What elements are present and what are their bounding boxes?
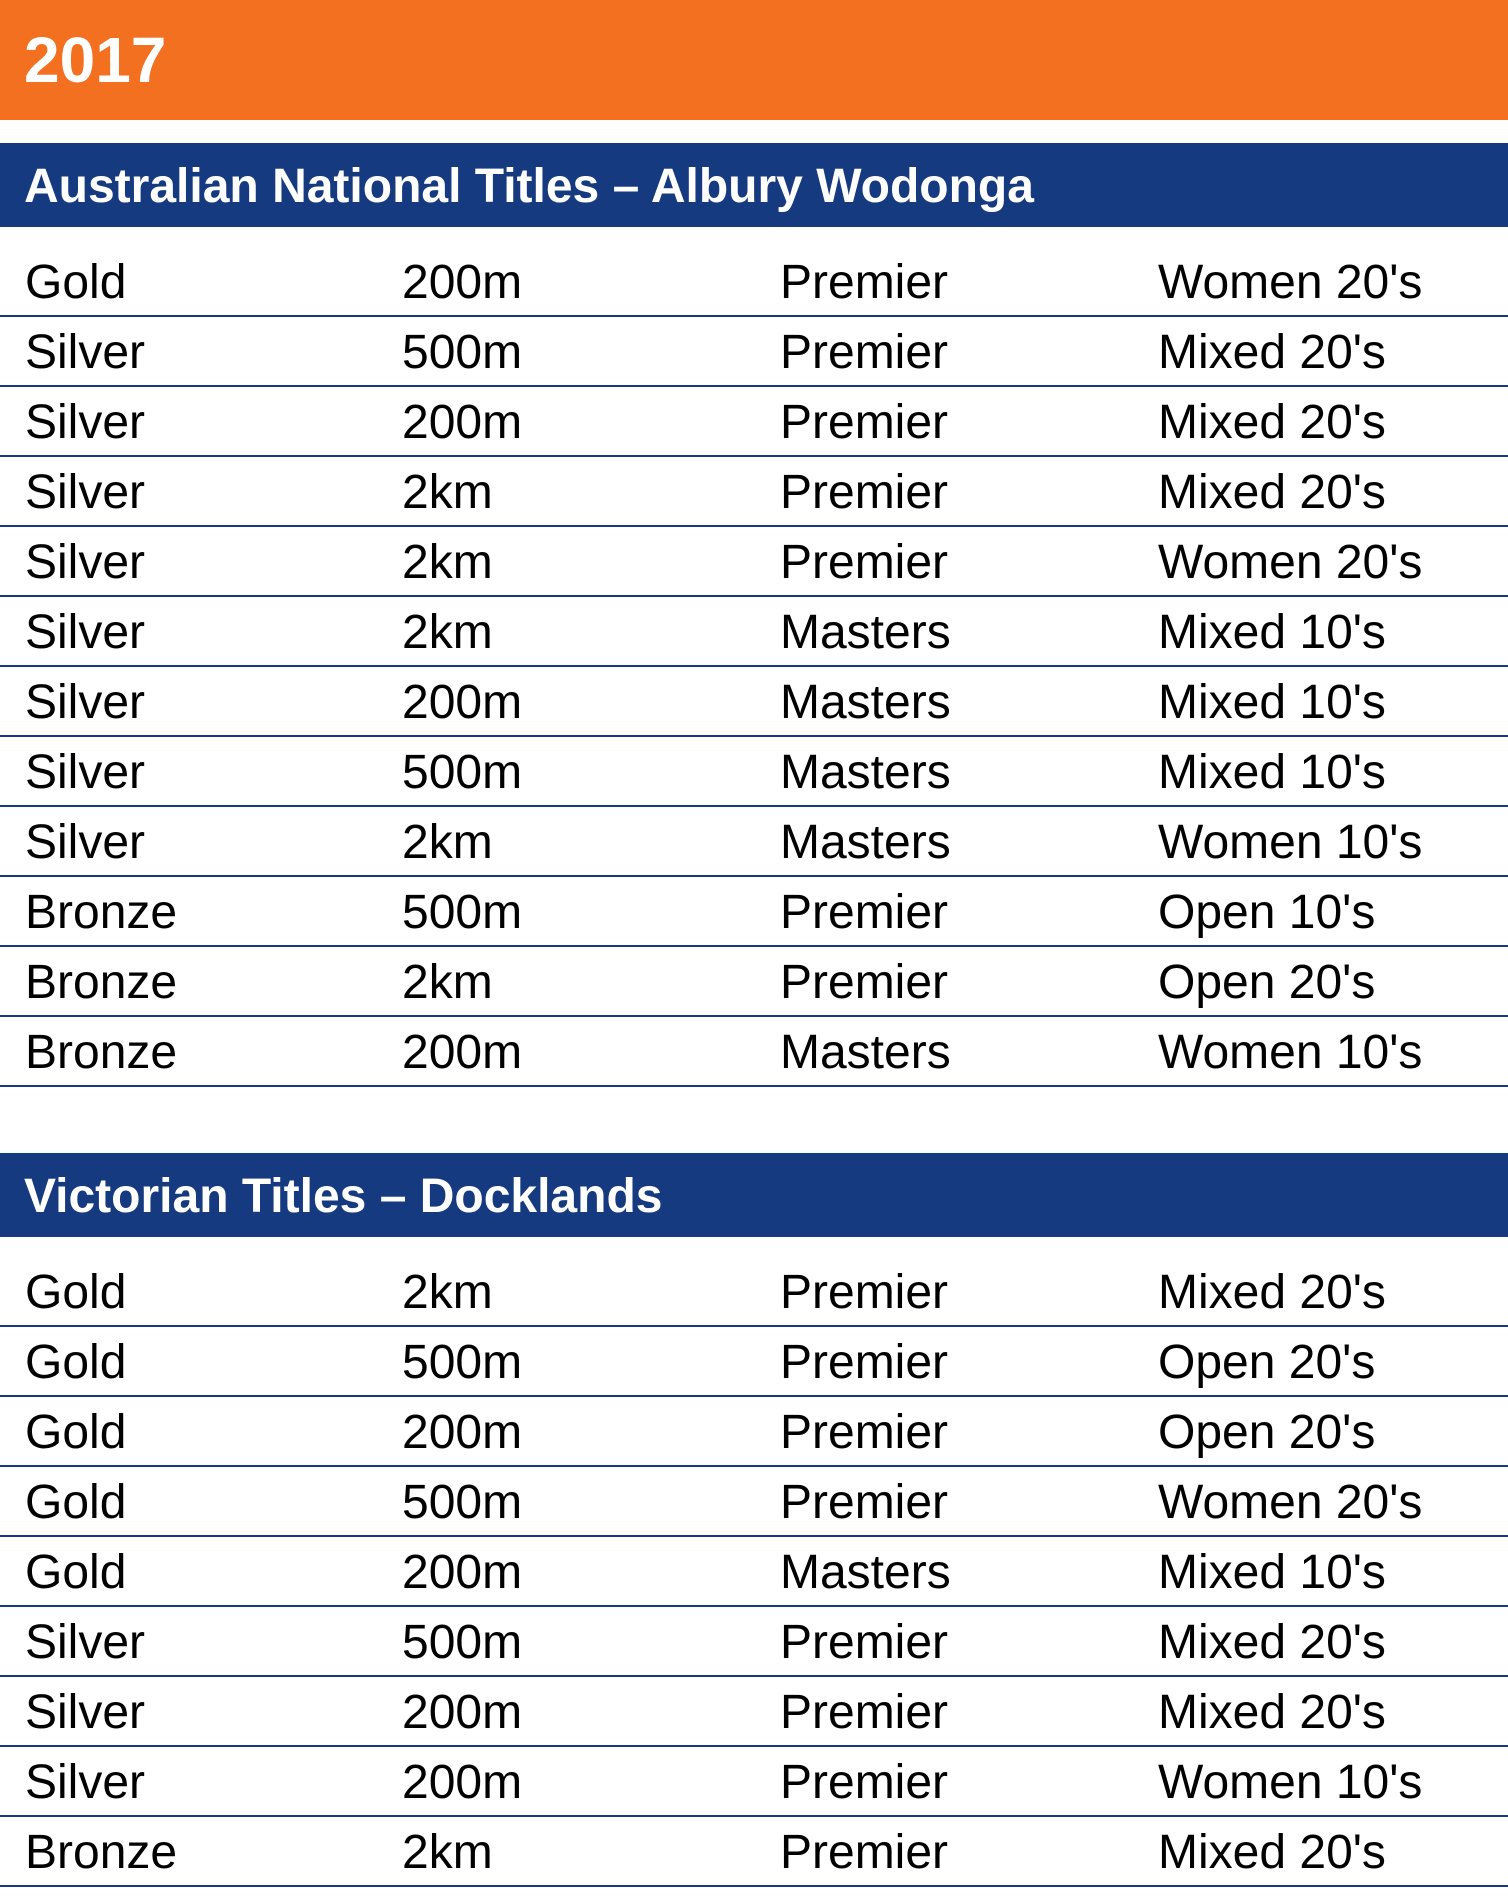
distance-cell: 200m <box>402 1756 523 1809</box>
table-row <box>0 1817 1508 1887</box>
division-cell: Premier <box>780 1686 949 1739</box>
medal-cell: Silver <box>25 746 146 799</box>
medal-cell: Gold <box>25 1546 127 1599</box>
results-table-australian-national-titles <box>0 247 1508 1087</box>
division-cell: Premier <box>780 1266 949 1319</box>
category-cell: Open 20's <box>1158 1336 1376 1389</box>
medal-cell: Silver <box>25 466 146 519</box>
table-row <box>0 877 1508 947</box>
division-cell: Premier <box>780 1826 949 1879</box>
results-table-victorian-titles <box>0 1257 1508 1887</box>
distance-cell: 200m <box>402 256 523 309</box>
category-cell: Open 20's <box>1158 1406 1376 1459</box>
division-cell: Premier <box>780 1336 949 1389</box>
category-cell: Mixed 20's <box>1158 1266 1386 1319</box>
distance-cell: 500m <box>402 886 523 939</box>
medal-cell: Silver <box>25 396 146 449</box>
division-cell: Premier <box>780 256 949 309</box>
medal-cell: Gold <box>25 1476 127 1529</box>
medal-cell: Gold <box>25 1336 127 1389</box>
medal-cell: Silver <box>25 326 146 379</box>
section-title: Victorian Titles – Docklands <box>24 1170 663 1223</box>
distance-cell: 200m <box>402 1546 523 1599</box>
medal-cell: Gold <box>25 256 127 309</box>
category-cell: Mixed 20's <box>1158 466 1386 519</box>
division-cell: Premier <box>780 396 949 449</box>
section-header-australian-national-titles <box>0 143 1508 227</box>
table-row <box>0 597 1508 667</box>
distance-cell: 200m <box>402 1686 523 1739</box>
table-row <box>0 457 1508 527</box>
distance-cell: 2km <box>402 536 493 589</box>
distance-cell: 500m <box>402 1476 523 1529</box>
medal-cell: Gold <box>25 1406 127 1459</box>
year-banner <box>0 0 1508 120</box>
division-cell: Masters <box>780 1546 951 1599</box>
table-row <box>0 1397 1508 1467</box>
table-row <box>0 947 1508 1017</box>
distance-cell: 2km <box>402 816 493 869</box>
division-cell: Masters <box>780 676 951 729</box>
division-cell: Premier <box>780 1476 949 1529</box>
table-row <box>0 317 1508 387</box>
medal-cell: Bronze <box>25 1826 178 1879</box>
distance-cell: 2km <box>402 956 493 1009</box>
medal-cell: Silver <box>25 676 146 729</box>
table-row <box>0 737 1508 807</box>
category-cell: Open 20's <box>1158 956 1376 1009</box>
division-cell: Premier <box>780 536 949 589</box>
medal-cell: Silver <box>25 536 146 589</box>
category-cell: Mixed 10's <box>1158 746 1386 799</box>
table-row <box>0 807 1508 877</box>
category-cell: Mixed 10's <box>1158 606 1386 659</box>
division-cell: Premier <box>780 466 949 519</box>
division-cell: Premier <box>780 1616 949 1669</box>
distance-cell: 500m <box>402 1336 523 1389</box>
distance-cell: 2km <box>402 1826 493 1879</box>
category-cell: Mixed 20's <box>1158 1616 1386 1669</box>
division-cell: Premier <box>780 886 949 939</box>
table-row <box>0 1017 1508 1087</box>
medal-cell: Silver <box>25 816 146 869</box>
division-cell: Masters <box>780 1026 951 1079</box>
distance-cell: 500m <box>402 1616 523 1669</box>
division-cell: Premier <box>780 1756 949 1809</box>
medal-cell: Bronze <box>25 956 178 1009</box>
category-cell: Mixed 20's <box>1158 1826 1386 1879</box>
year-title: 2017 <box>24 24 167 96</box>
category-cell: Mixed 10's <box>1158 676 1386 729</box>
category-cell: Open 10's <box>1158 886 1376 939</box>
medal-cell: Silver <box>25 1686 146 1739</box>
medal-cell: Bronze <box>25 886 178 939</box>
division-cell: Masters <box>780 746 951 799</box>
category-cell: Mixed 20's <box>1158 1686 1386 1739</box>
table-row <box>0 1327 1508 1397</box>
table-row <box>0 1537 1508 1607</box>
medal-cell: Bronze <box>25 1026 178 1079</box>
distance-cell: 500m <box>402 326 523 379</box>
table-row <box>0 667 1508 737</box>
division-cell: Masters <box>780 606 951 659</box>
category-cell: Women 20's <box>1158 536 1423 589</box>
distance-cell: 2km <box>402 466 493 519</box>
distance-cell: 200m <box>402 676 523 729</box>
division-cell: Premier <box>780 326 949 379</box>
division-cell: Premier <box>780 956 949 1009</box>
table-row <box>0 527 1508 597</box>
category-cell: Women 20's <box>1158 256 1423 309</box>
division-cell: Masters <box>780 816 951 869</box>
table-row <box>0 1257 1508 1327</box>
table-row <box>0 387 1508 457</box>
table-row <box>0 1747 1508 1817</box>
table-row <box>0 247 1508 317</box>
division-cell: Premier <box>780 1406 949 1459</box>
table-row <box>0 1607 1508 1677</box>
category-cell: Mixed 20's <box>1158 396 1386 449</box>
table-row <box>0 1677 1508 1747</box>
distance-cell: 200m <box>402 396 523 449</box>
distance-cell: 200m <box>402 1406 523 1459</box>
section-header-victorian-titles <box>0 1153 1508 1237</box>
medal-cell: Silver <box>25 606 146 659</box>
medal-cell: Silver <box>25 1616 146 1669</box>
distance-cell: 500m <box>402 746 523 799</box>
distance-cell: 2km <box>402 1266 493 1319</box>
distance-cell: 200m <box>402 1026 523 1079</box>
distance-cell: 2km <box>402 606 493 659</box>
category-cell: Women 10's <box>1158 1756 1423 1809</box>
category-cell: Mixed 20's <box>1158 326 1386 379</box>
category-cell: Women 20's <box>1158 1476 1423 1529</box>
table-row <box>0 1467 1508 1537</box>
category-cell: Women 10's <box>1158 816 1423 869</box>
category-cell: Mixed 10's <box>1158 1546 1386 1599</box>
category-cell: Women 10's <box>1158 1026 1423 1079</box>
section-title: Australian National Titles – Albury Wodonga <box>24 160 1034 213</box>
medal-cell: Silver <box>25 1756 146 1809</box>
medal-cell: Gold <box>25 1266 127 1319</box>
